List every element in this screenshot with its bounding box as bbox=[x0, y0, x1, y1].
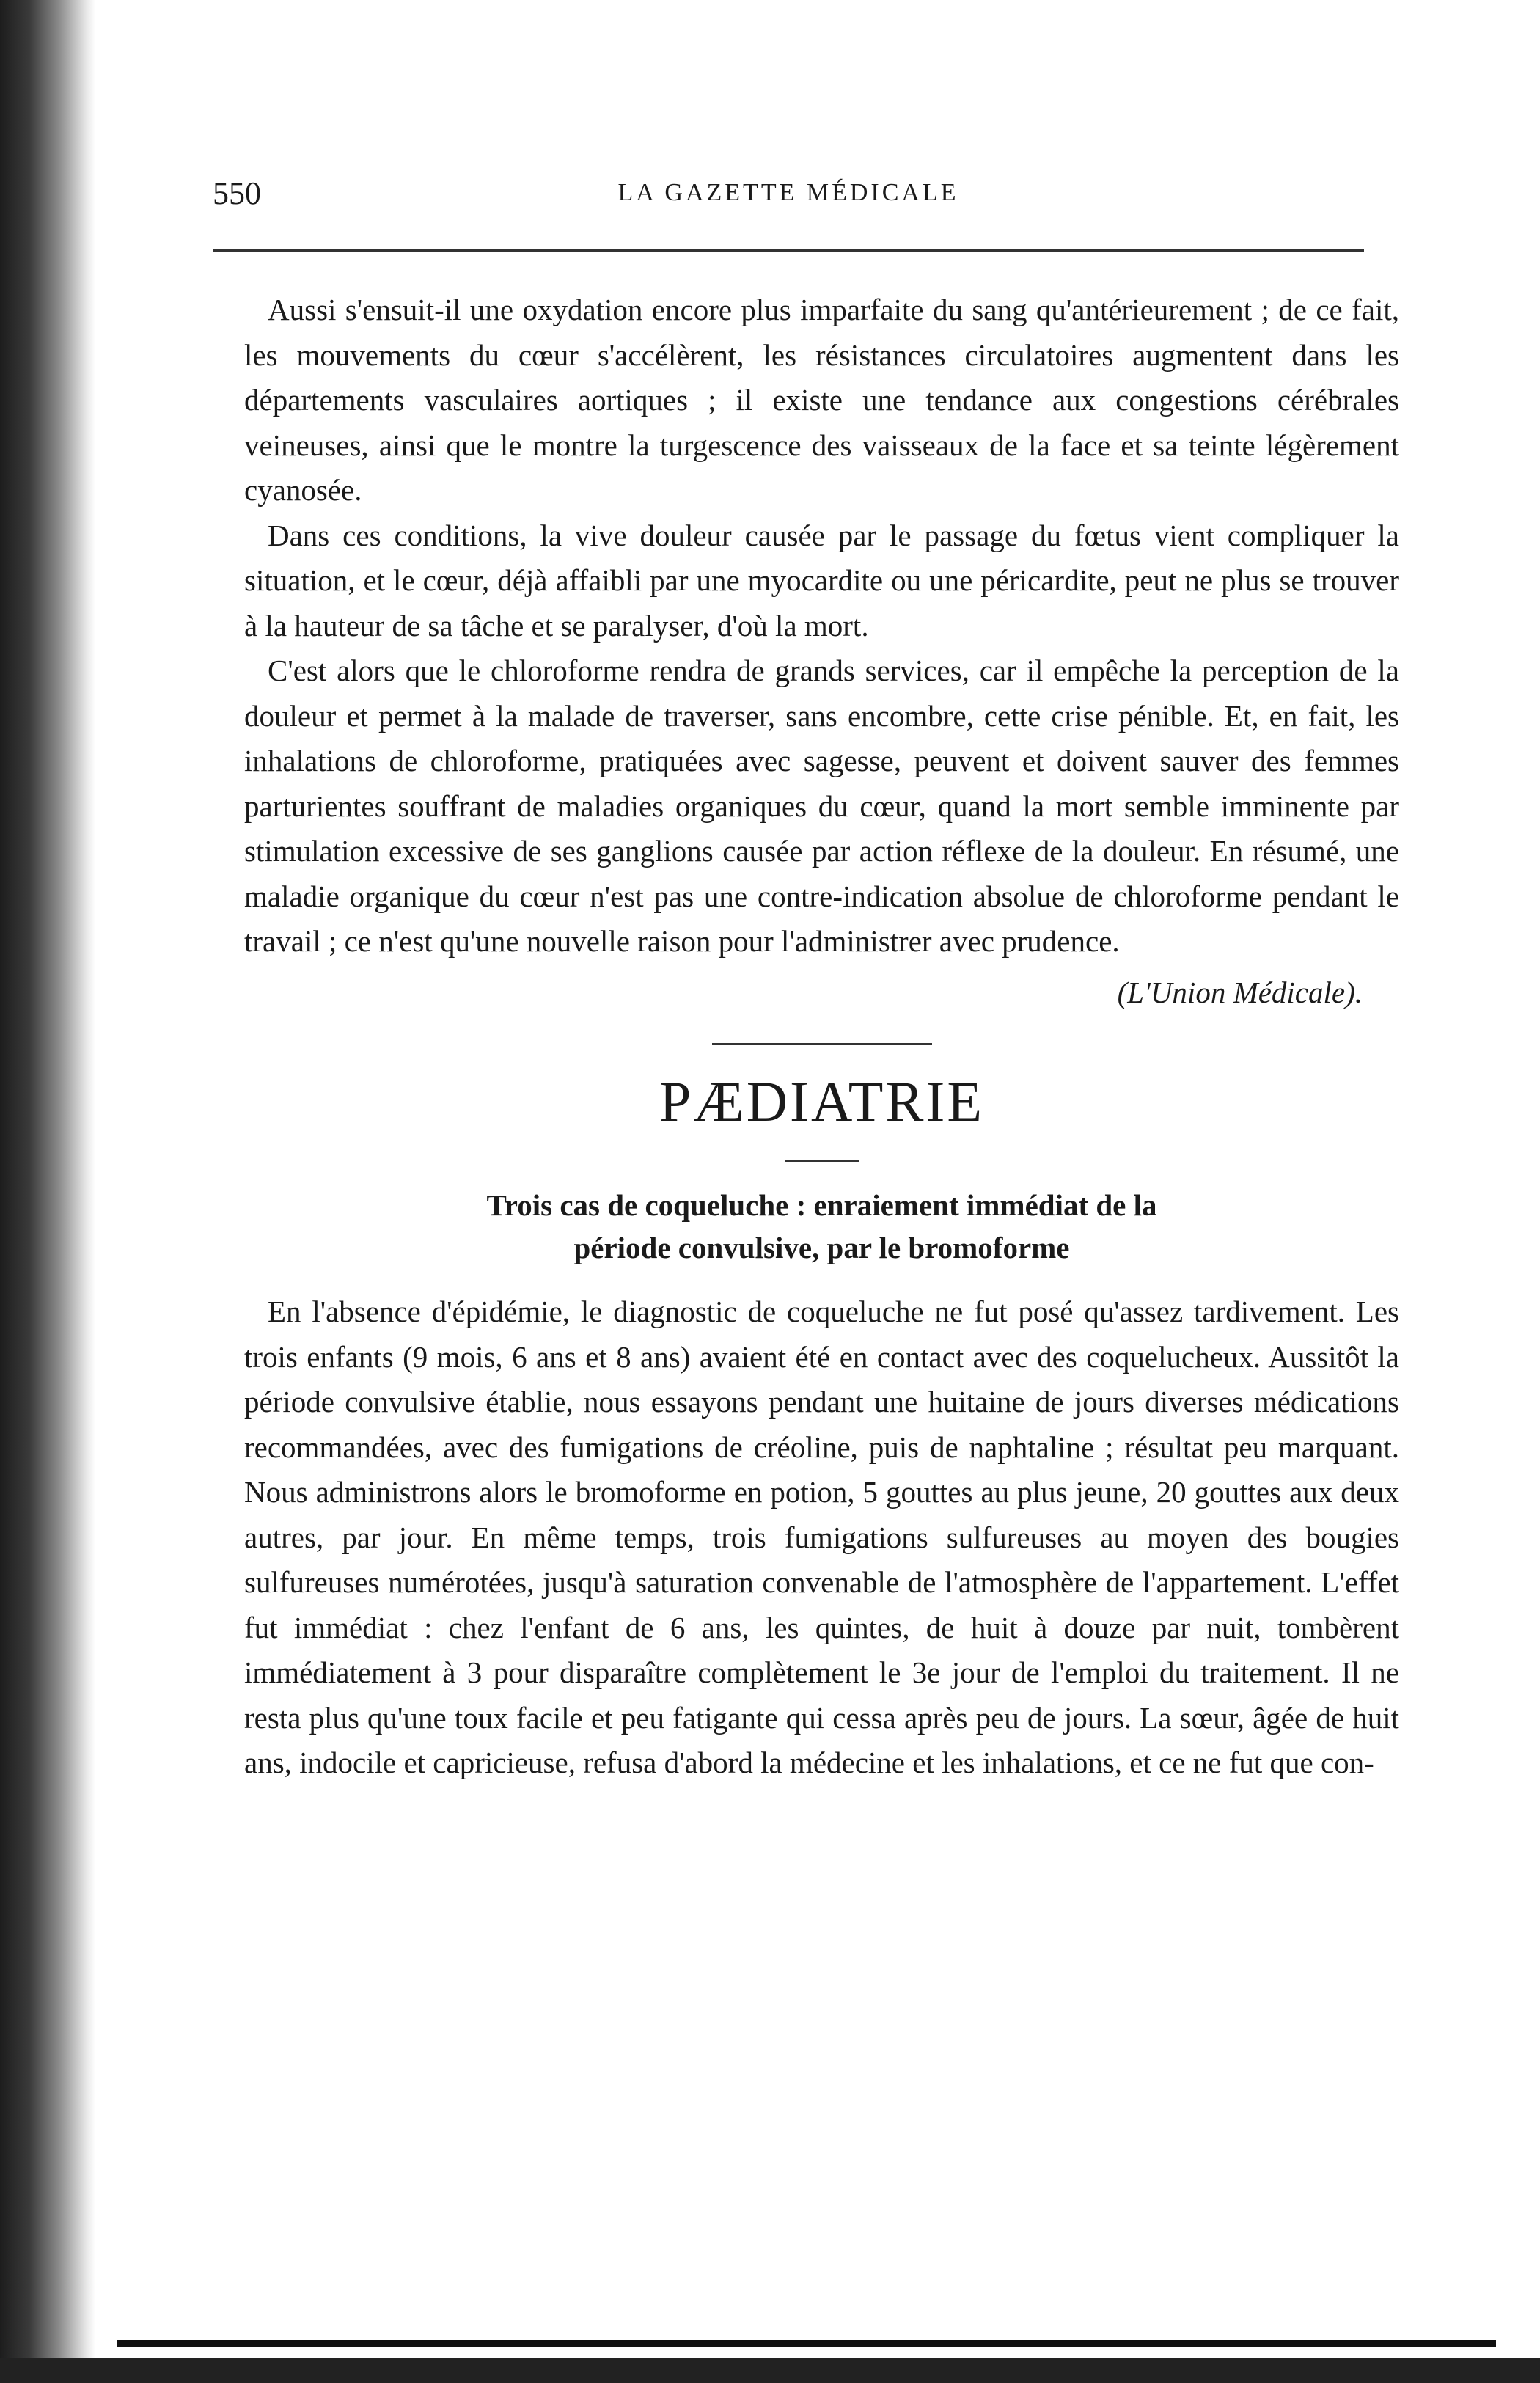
header-rule bbox=[213, 249, 1364, 252]
citation: (L'Union Médicale). bbox=[1117, 975, 1363, 1009]
article-paragraph: En l'absence d'épidémie, le diagnostic de coqueluche ne fut posé qu'assez tardivement. Les trois enfants (9 mois, 6 ans et 8 ans) avaient été en contact avec des coquelucheux. Aussitôt la période convulsive établie, nous essayons pendant une huitaine de jours diverses médications recommandées, avec des fumigations de créoline, puis de naphtaline ; résultat peu marquant. Nous administrons alors le bromoforme en potion, 5 gouttes au plus jeune, 20 gouttes aux deux autres, par jour. En même temps, trois fumigations sulfureuses au moyen des bougies sulfureuses numérotées, jusqu'à saturation convenable de l'atmosphère de l'appartement. L'effet fut immédiat : chez l'enfant de 6 ans, les quintes, de huit à douze par nuit, tombèrent immédiatement à 3 pour disparaître complètement le 3e jour de l'emploi du traitement. Il ne resta plus qu'une toux facile et peu fatigante qui cessa après peu de jours. La sœur, âgée de huit ans, indocile et capricieuse, refusa d'abord la médecine et les inhalations, et ce ne fut que con- bbox=[244, 1295, 1399, 1779]
body-text bbox=[244, 288, 1399, 1786]
bottom-rule bbox=[117, 2340, 1496, 2347]
paragraph-1: Aussi s'ensuit-il une oxydation encore plus imparfaite du sang qu'antérieurement ; de ce fait, les mouvements du cœur s'accélèrent, les résistances circulatoires augmentent dans les départements vasculaires aortiques ; il existe une tendance aux congestions cérébrales veineuses, ainsi que le montre la turgescence des vaisseaux de la face et sa teinte légèrement cyanosée. bbox=[244, 293, 1399, 507]
running-title: LA GAZETTE MÉDICALE bbox=[617, 179, 959, 206]
page-header bbox=[213, 175, 1364, 219]
paragraph-2: Dans ces conditions, la vive douleur causée par le passage du fœtus vient compliquer la situation, et le cœur, déjà affaibli par une myocardite ou une péricardite, peut ne plus se trouver à la hauteur de sa tâche et se paralyser, d'où la mort. bbox=[244, 518, 1399, 643]
section-divider bbox=[712, 1043, 932, 1045]
page-number: 550 bbox=[213, 175, 261, 211]
paragraph-3: C'est alors que le chloroforme rendra de grands services, car il empêche la perception de la douleur et permet à la malade de traverser, sans encombre, cette crise pénible. Et, en fait, les inhalations de chloroforme, pratiquées avec sagesse, peuvent et doivent sauver des femmes parturientes souffrant de maladies organiques du cœur, quand la mort semble imminente par stimulation excessive de ses ganglions causée par action réflexe de la douleur. En résumé, une maladie organique du cœur n'est pas une contre-indication absolue de chloroforme pendant le travail ; ce n'est qu'une nouvelle raison pour l'administrer avec prudence. bbox=[244, 654, 1399, 958]
scan-bottom-edge bbox=[0, 2358, 1540, 2383]
article-title-line-1: Trois cas de coqueluche : enraiement immédiat de la bbox=[486, 1188, 1157, 1222]
article-title-line-2: période convulsive, par le bromoforme bbox=[573, 1231, 1070, 1264]
article-title bbox=[244, 1184, 1399, 1269]
title-divider bbox=[785, 1160, 859, 1162]
section-title: PÆDIATRIE bbox=[659, 1069, 984, 1133]
